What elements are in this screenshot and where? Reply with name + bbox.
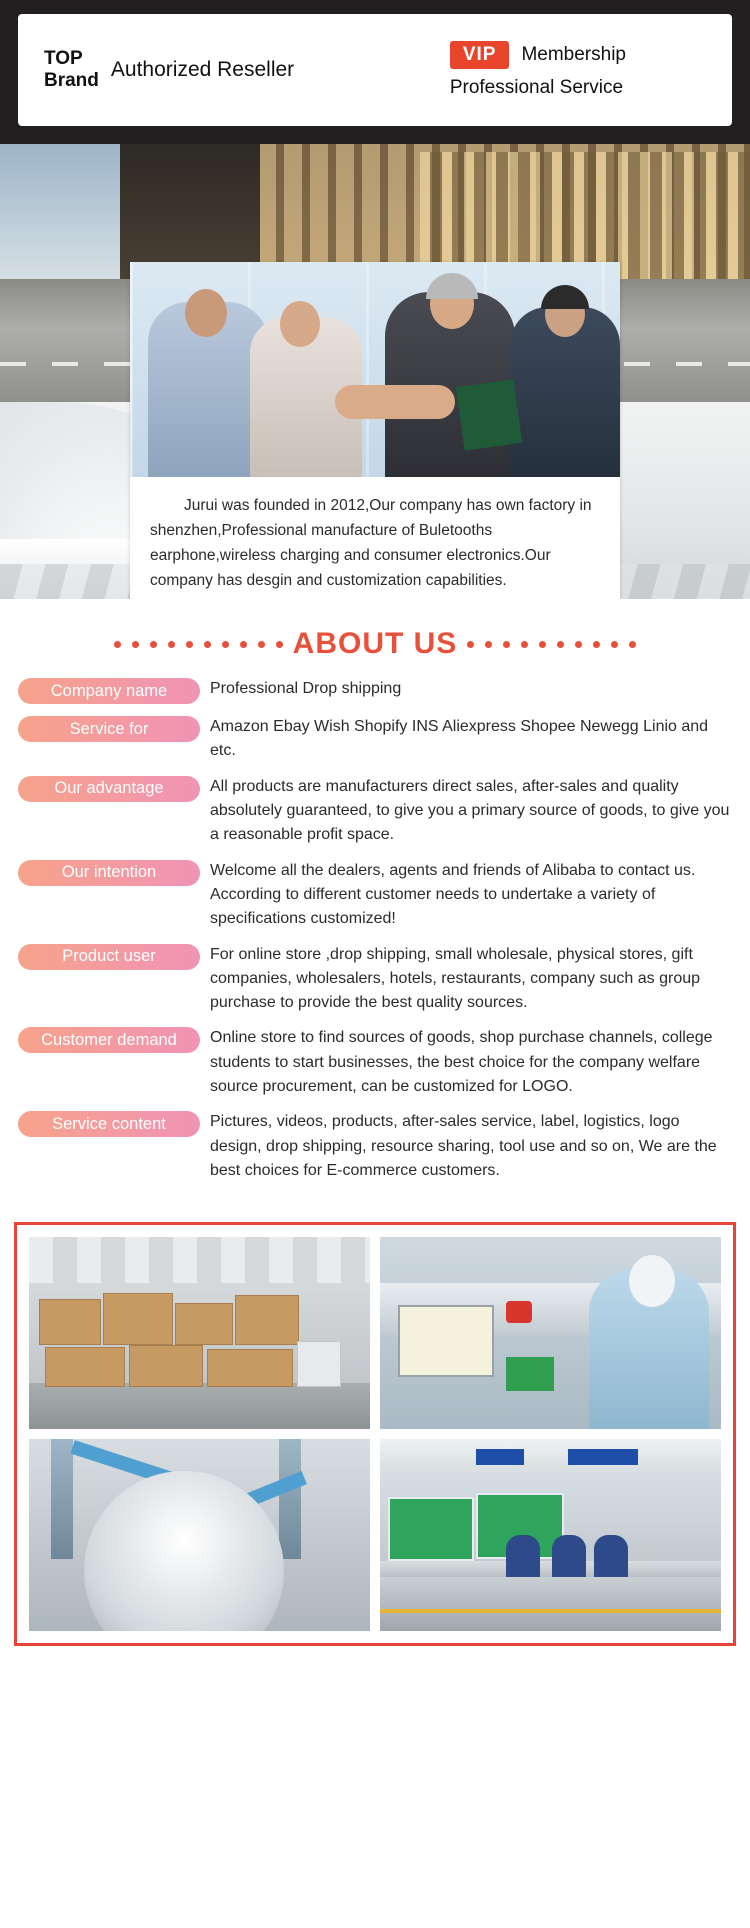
membership-label: Membership xyxy=(521,44,626,65)
company-intro-first-line: Jurui was founded in 2012,Our company has own factory in xyxy=(184,497,592,514)
about-row-our-advantage xyxy=(14,775,736,848)
person-left-head xyxy=(185,289,227,337)
about-label-service-content: Service content xyxy=(18,1111,200,1137)
machine-column-left xyxy=(51,1439,73,1559)
green-label-sign xyxy=(506,1357,554,1391)
about-label-our-intention: Our intention xyxy=(18,860,200,886)
business-handshake-photo xyxy=(130,262,620,477)
emergency-stop-button xyxy=(506,1301,532,1323)
dot-divider-left xyxy=(114,641,283,648)
department-sign xyxy=(476,1449,524,1465)
about-value-company-name: Professional Drop shipping xyxy=(210,680,402,697)
about-row-service-content xyxy=(14,1110,736,1183)
about-label-company-name: Company name xyxy=(18,678,200,704)
vip-block xyxy=(450,41,706,99)
assembly-workshop-photo xyxy=(380,1439,721,1631)
page-title: ABOUT US xyxy=(292,627,458,660)
carton-stack xyxy=(175,1303,233,1345)
brand-block xyxy=(44,48,294,92)
vip-badge: VIP xyxy=(450,41,510,69)
carton-stack xyxy=(103,1293,173,1345)
about-row-product-user xyxy=(14,943,736,1016)
about-value-our-intention: Welcome all the dealers, agents and friends of Alibaba to contact us. According to different customer needs to undertake a variety of specifications customized! xyxy=(210,861,696,928)
carton-stack xyxy=(45,1347,125,1387)
warehouse-floor xyxy=(29,1383,370,1429)
workshop-floor xyxy=(380,1577,721,1631)
person-woman-head xyxy=(280,301,320,347)
floor-safety-line xyxy=(380,1609,721,1613)
top-banner xyxy=(0,0,750,144)
vip-membership-row xyxy=(450,41,626,69)
brand-line-2: Brand xyxy=(44,70,99,91)
company-intro-card xyxy=(130,262,620,599)
banner-card xyxy=(18,14,732,126)
workshop-ceiling xyxy=(380,1439,721,1475)
carton-stack xyxy=(39,1299,101,1345)
dot-divider-right xyxy=(467,641,636,648)
brand-line-1: TOP xyxy=(44,48,83,70)
factory-gallery xyxy=(14,1222,736,1646)
about-row-company-name xyxy=(14,677,736,704)
about-value-service-for: Amazon Ebay Wish Shopify INS Aliexpress Shopee Newegg Linio and etc. xyxy=(210,718,709,760)
about-us-heading-row xyxy=(14,627,736,661)
about-value-service-content: Pictures, videos, products, after-sales service, label, logistics, logo design, drop shipping, resource sharing, tool use and so on, We are the best choices for E-commerce customers. xyxy=(210,1113,717,1179)
line-number-sign xyxy=(568,1449,638,1465)
automated-machine-photo xyxy=(29,1439,370,1631)
about-row-service-for xyxy=(14,715,736,764)
about-label-customer-demand: Customer demand xyxy=(18,1027,200,1053)
about-value-product-user: For online store ,drop shipping, small wholesale, physical stores, gift companies, wholesalers, hotels, restaurants, company such as group purchase to provide the best quality sources. xyxy=(210,945,701,1012)
about-label-service-for: Service for xyxy=(18,716,200,742)
green-notice-board xyxy=(388,1497,474,1561)
warehouse-roof xyxy=(29,1237,370,1283)
top-brand-badge xyxy=(44,48,99,92)
professional-service-label: Professional Service xyxy=(449,77,624,98)
handshake-icon xyxy=(335,385,455,419)
hero-section xyxy=(0,144,750,599)
about-value-customer-demand: Online store to find sources of goods, shop purchase channels, college students to start businesses, the best choice for the company welfare source procurement, can be customized for LOGO. xyxy=(210,1029,713,1096)
carton-stack xyxy=(207,1349,293,1387)
company-intro-rest: shenzhen,Professional manufacture of Buletooths earphone,wireless charging and consumer electronics.Our company has desgin and customization capabilities. xyxy=(150,522,551,590)
about-label-our-advantage: Our advantage xyxy=(18,776,200,802)
carton-stack xyxy=(235,1295,299,1345)
worker-head-cover xyxy=(629,1255,675,1307)
production-line-worker-photo xyxy=(380,1237,721,1429)
about-row-our-intention xyxy=(14,859,736,932)
carton-stack xyxy=(129,1345,203,1387)
machine-column-right xyxy=(279,1439,301,1559)
control-panel xyxy=(398,1305,494,1377)
authorized-reseller-text: Authorized Reseller xyxy=(110,58,295,81)
company-intro-text xyxy=(130,477,620,599)
wrapped-pallet xyxy=(297,1341,341,1387)
about-row-customer-demand xyxy=(14,1026,736,1099)
about-label-product-user: Product user xyxy=(18,944,200,970)
about-value-our-advantage: All products are manufacturers direct sales, after-sales and quality absolutely guaranteed, to give you a primary source of goods, to give you a reasonable profit space. xyxy=(210,777,730,844)
folder-icon xyxy=(456,379,522,450)
about-us-section xyxy=(0,599,750,1204)
warehouse-cartons-photo xyxy=(29,1237,370,1429)
